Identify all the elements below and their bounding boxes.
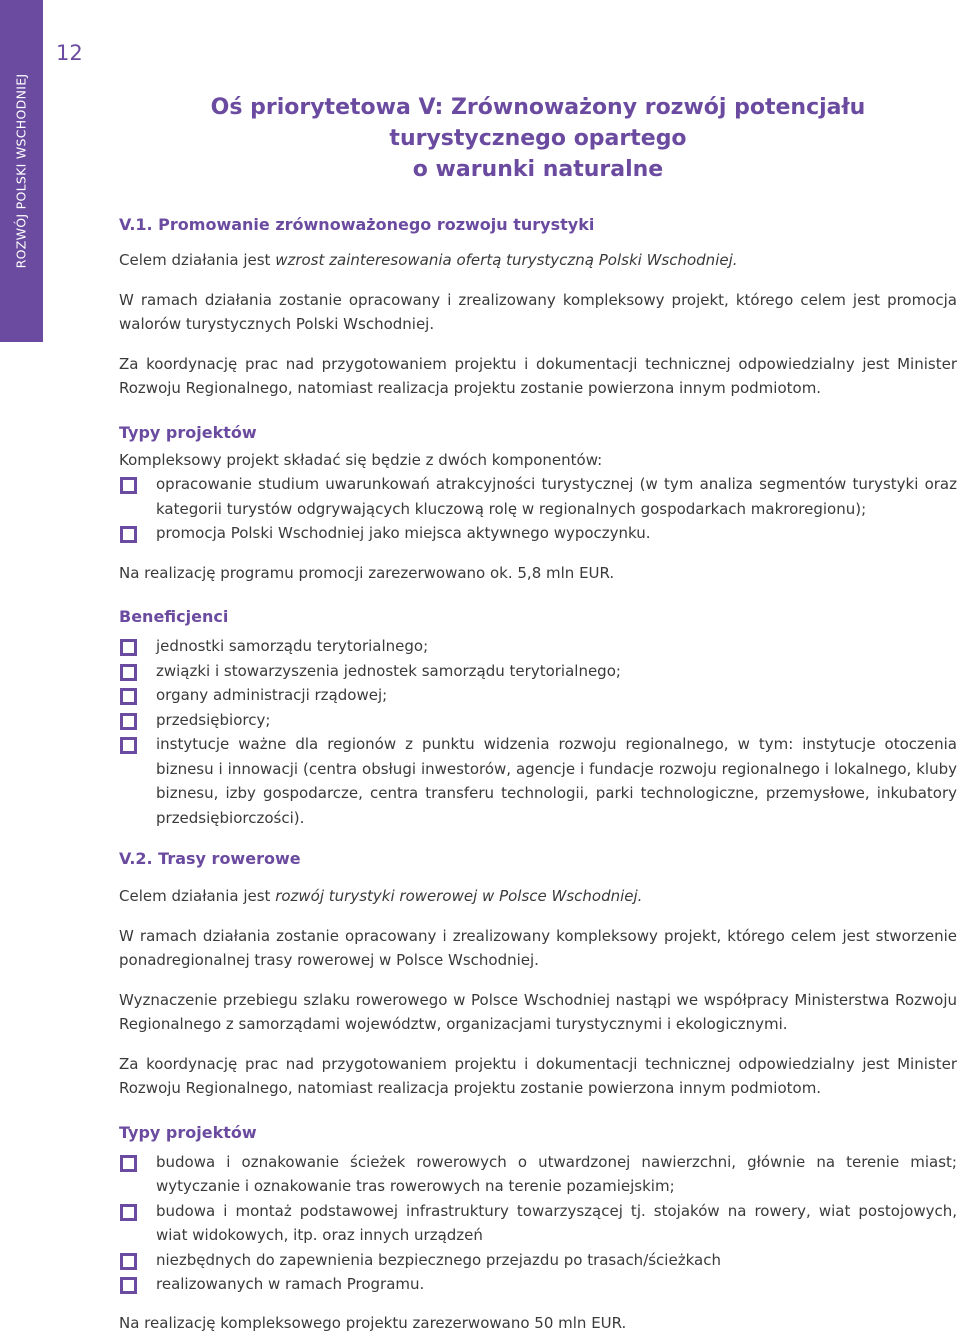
beneficiaries-heading: Beneficjenci	[119, 605, 957, 628]
square-bullet-icon	[120, 1204, 137, 1221]
square-bullet-icon	[120, 1155, 137, 1172]
section-title-v2: V.2. Trasy rowerowe	[119, 847, 957, 870]
list-item	[119, 634, 957, 659]
chapter-title-line1: Oś priorytetowa V: Zrównoważony rozwój potencjału turystycznego opartego	[211, 95, 866, 151]
s2-paragraph-2: Wyznaczenie przebiegu szlaku rowerowego w Polsce Wschodniej nastąpi we współpracy Ministerstwa Rozwoju Regionalnego z samorządami województw, organizacjami turystycznymi i ekologicznymi.	[119, 988, 957, 1037]
s2-types-list	[119, 1150, 957, 1297]
section-title-v1: V.1. Promowanie zrównoważonego rozwoju turystyki	[119, 213, 957, 236]
sidebar-label: ROZWÓJ POLSKI WSCHODNIEJ	[14, 74, 29, 269]
square-bullet-icon	[120, 1253, 137, 1270]
s2-budget: Na realizację kompleksowego projektu zarezerwowano 50 mln EUR.	[119, 1311, 957, 1335]
list-item	[119, 521, 957, 546]
s1-types-list	[119, 472, 957, 546]
s2-paragraph-3: Za koordynację prac nad przygotowaniem projektu i dokumentacji technicznej odpowiedzialny jest Minister Rozwoju Regionalnego, natomiast realizacja projektu zostanie powierzona innym podmiotom.	[119, 1052, 957, 1101]
list-item	[119, 683, 957, 708]
s2-paragraph-1: W ramach działania zostanie opracowany i zrealizowany kompleksowy projekt, którego celem jest stworzenie ponadregionalnej trasy rowerowej w Polsce Wschodniej.	[119, 924, 957, 973]
list-item-text: budowa i montaż podstawowej infrastruktury towarzyszącej tj. stojaków na rowery, wiat postojowych, wiat widokowych, itp. oraz innych urządzeń	[156, 1202, 957, 1245]
list-item-text: związki i stowarzyszenia jednostek samorządu terytorialnego;	[156, 662, 621, 680]
square-bullet-icon	[120, 1277, 137, 1294]
square-bullet-icon	[120, 639, 137, 656]
list-item-text: promocja Polski Wschodniej jako miejsca aktywnego wypoczynku.	[156, 524, 651, 542]
list-item-text: niezbędnych do zapewnienia bezpiecznego przejazdu po trasach/ścieżkach	[156, 1251, 721, 1269]
s1-types-heading: Typy projektów	[119, 421, 957, 444]
sidebar-band	[0, 0, 43, 342]
list-item	[119, 472, 957, 521]
square-bullet-icon	[120, 737, 137, 754]
list-item	[119, 1150, 957, 1199]
page-content	[119, 92, 957, 1335]
list-item	[119, 732, 957, 830]
square-bullet-icon	[120, 688, 137, 705]
s1-goal-emphasis: wzrost zainteresowania ofertą turystyczną Polski Wschodniej.	[275, 251, 737, 269]
beneficiaries-list	[119, 634, 957, 830]
chapter-title-line2: o warunki naturalne	[413, 157, 663, 182]
list-item-text: budowa i oznakowanie ścieżek rowerowych o utwardzonej nawierzchni, głównie na terenie miast; wytyczanie i oznakowanie tras rowerowych na terenie pozamiejskim;	[156, 1153, 957, 1196]
page-number: 12	[56, 41, 83, 65]
list-item-text: jednostki samorządu terytorialnego;	[156, 637, 428, 655]
list-item-text: przedsiębiorcy;	[156, 711, 270, 729]
s1-goal	[119, 248, 957, 273]
s1-budget: Na realizację programu promocji zarezerwowano ok. 5,8 mln EUR.	[119, 561, 957, 586]
s1-goal-prefix: Celem działania jest	[119, 251, 275, 269]
list-item-text: realizowanych w ramach Programu.	[156, 1275, 424, 1293]
s2-goal-prefix: Celem działania jest	[119, 887, 275, 905]
list-item	[119, 1199, 957, 1248]
s1-types-intro: Kompleksowy projekt składać się będzie z dwóch komponentów:	[119, 448, 957, 473]
list-item-text: organy administracji rządowej;	[156, 686, 387, 704]
square-bullet-icon	[120, 664, 137, 681]
s2-types-heading: Typy projektów	[119, 1121, 957, 1144]
chapter-title	[119, 92, 957, 185]
s1-paragraph-2: Za koordynację prac nad przygotowaniem projektu i dokumentacji technicznej odpowiedzialny jest Minister Rozwoju Regionalnego, natomiast realizacja projektu zostanie powierzona innym podmiotom.	[119, 352, 957, 401]
list-item-text: instytucje ważne dla regionów z punktu widzenia rozwoju regionalnego, w tym: instytucje otoczenia biznesu i innowacji (centra obsługi inwestorów, agencje i fundacje rozwoju regionalnego i lokalnego, kluby biznesu, izby gospodarcze, centra transferu technologii, parki technologiczne, przemysłowe, inkubatory przedsiębiorczości).	[156, 735, 957, 827]
s2-goal	[119, 884, 957, 909]
list-item	[119, 1248, 957, 1273]
square-bullet-icon	[120, 477, 137, 494]
s2-goal-emphasis: rozwój turystyki rowerowej w Polsce Wschodniej.	[275, 887, 642, 905]
list-item	[119, 708, 957, 733]
square-bullet-icon	[120, 713, 137, 730]
list-item-text: opracowanie studium uwarunkowań atrakcyjności turystycznej (w tym analiza segmentów turystyki oraz kategorii turystów odgrywających kluczową rolę w regionalnych gospodarkach makroregionu);	[156, 475, 957, 518]
s1-paragraph-1: W ramach działania zostanie opracowany i zrealizowany kompleksowy projekt, którego celem jest promocja walorów turystycznych Polski Wschodniej.	[119, 288, 957, 337]
list-item	[119, 659, 957, 684]
list-item	[119, 1272, 957, 1297]
square-bullet-icon	[120, 526, 137, 543]
